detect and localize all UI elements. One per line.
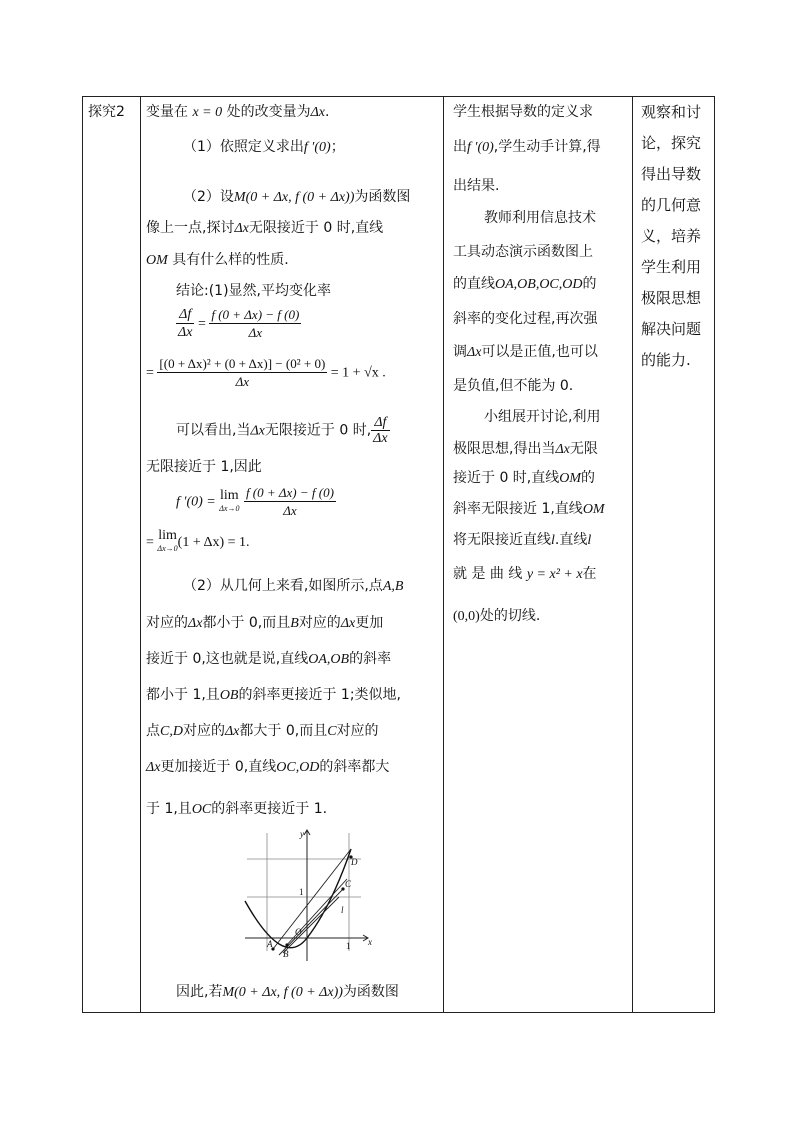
content-line: 都小于 1,且OB的斜率更接近于 1;类似地,: [146, 687, 402, 703]
graph-x-label: x: [368, 937, 372, 947]
line-l-label: l: [341, 905, 344, 915]
activity-line: 出f ′(0),学生动手计算,得: [453, 139, 601, 155]
point-c-label: C: [345, 879, 352, 889]
graph-grid: [247, 833, 361, 951]
content-line: （2）从几何上来看,如图所示,点A,B: [183, 578, 404, 594]
content-cell: [141, 97, 444, 1013]
formula-expansion: = $\frac{\text{[(0 + Δx)² + (0 + Δx)] − (0² + 0)}}{\Delta x}$ = 1 + √x .: [146, 356, 386, 389]
activity-line: 将无限接近直线l.直线l: [453, 532, 592, 548]
design-intent-line: 观察和讨: [641, 103, 702, 121]
activity-line: 是负值,但不能为 0.: [453, 378, 574, 394]
content-line: 可以看出,当Δx无限接近于 0 时, $\frac{\Delta f}{\Delta x}$: [176, 415, 388, 446]
graph-tick-y: 1: [299, 887, 304, 897]
activity-line: 调Δx可以是正值,也可以: [453, 344, 598, 360]
formula-limit: f ′(0) = lim Δx→0 $\frac{f (0 + \Delta x) - f (0)}{\Delta x}$: [176, 485, 334, 518]
activity-line: 斜率无限接近 1,直线OM: [453, 501, 605, 517]
activity-line: 出结果.: [453, 178, 500, 194]
point-a-label: A: [267, 939, 273, 949]
graph-y-label: y: [300, 829, 304, 839]
content-line: （1）依照定义求出f ′(0)；: [183, 139, 345, 155]
graph-points: [271, 855, 352, 950]
graph-origin-label: O: [295, 927, 302, 937]
graph-tick-x: 1: [346, 941, 351, 951]
point-b-label: B: [283, 949, 289, 959]
design-intent-line: 极限思想: [641, 289, 702, 307]
design-intent-line: 义，培养: [641, 227, 702, 245]
activity-line: 教师利用信息技术: [484, 210, 596, 226]
point-d-label: D: [351, 857, 358, 867]
activity-line: 接近于 0 时,直线OM的: [453, 470, 596, 486]
student-activity-cell: [444, 97, 633, 1013]
content-line: 对应的Δx都小于 0,而且B对应的Δx更加: [146, 615, 384, 631]
design-intent-line: 得出导数: [641, 165, 702, 183]
content-line: 像上一点,探讨Δx无限接近于 0 时,直线: [146, 220, 384, 236]
content-line: OM 具有什么样的性质.: [146, 252, 289, 268]
activity-line: 极限思想,得出当Δx无限: [453, 441, 598, 457]
design-intent-line: 论，探究: [641, 134, 702, 152]
design-intent-line: 的能力.: [641, 351, 691, 369]
content-line: Δx更加接近于 0,直线OC,OD的斜率都大: [146, 759, 390, 775]
lesson-plan-table: [82, 96, 715, 1013]
content-line: 结论:(1)显然,平均变化率: [176, 283, 331, 299]
content-line: （2）设M(0 + Δx, f (0 + Δx))为函数图: [183, 189, 411, 205]
formula-avg-rate: $\frac{\Delta f}{\Delta x}$ = $\frac{f (0 + \Delta x) - f (0)}{\Delta x}$: [178, 307, 300, 340]
stage-label: 探究2: [88, 104, 125, 120]
content-line: 无限接近于 1,因此: [146, 459, 262, 475]
formula-limit-result: = lim Δx→0 (1 + Δx) = 1.: [146, 528, 250, 553]
content-line: 点C,D对应的Δx都大于 0,而且C对应的: [146, 723, 379, 739]
design-intent-cell: [633, 97, 715, 1013]
activity-line: 的直线OA,OB,OC,OD的: [453, 276, 597, 292]
stage-cell: [83, 97, 141, 1013]
content-line: 因此,若M(0 + Δx, f (0 + Δx))为函数图: [176, 984, 399, 1000]
table-row: [83, 97, 715, 1013]
activity-line: 工具动态演示函数图上: [453, 244, 593, 260]
activity-line: 斜率的变化过程,再次强: [453, 311, 598, 327]
activity-line: 就 是 曲 线 y = x² + x在: [453, 566, 597, 582]
design-intent-line: 的几何意: [641, 196, 702, 214]
design-intent-line: 学生利用: [641, 258, 702, 276]
content-line: 于 1,且OC的斜率更接近于 1.: [146, 801, 328, 817]
content-line: 变量在 x = 0 处的改变量为Δx.: [146, 104, 330, 120]
activity-line: (0,0)处的切线.: [453, 608, 541, 624]
activity-line: 学生根据导数的定义求: [453, 104, 593, 120]
secant-lines: [273, 849, 351, 955]
secant-lines-graph: [243, 829, 375, 964]
activity-line: 小组展开讨论,利用: [484, 409, 601, 425]
design-intent-line: 解决问题: [641, 320, 702, 338]
content-line: 接近于 0,这也就是说,直线OA,OB的斜率: [146, 651, 392, 667]
